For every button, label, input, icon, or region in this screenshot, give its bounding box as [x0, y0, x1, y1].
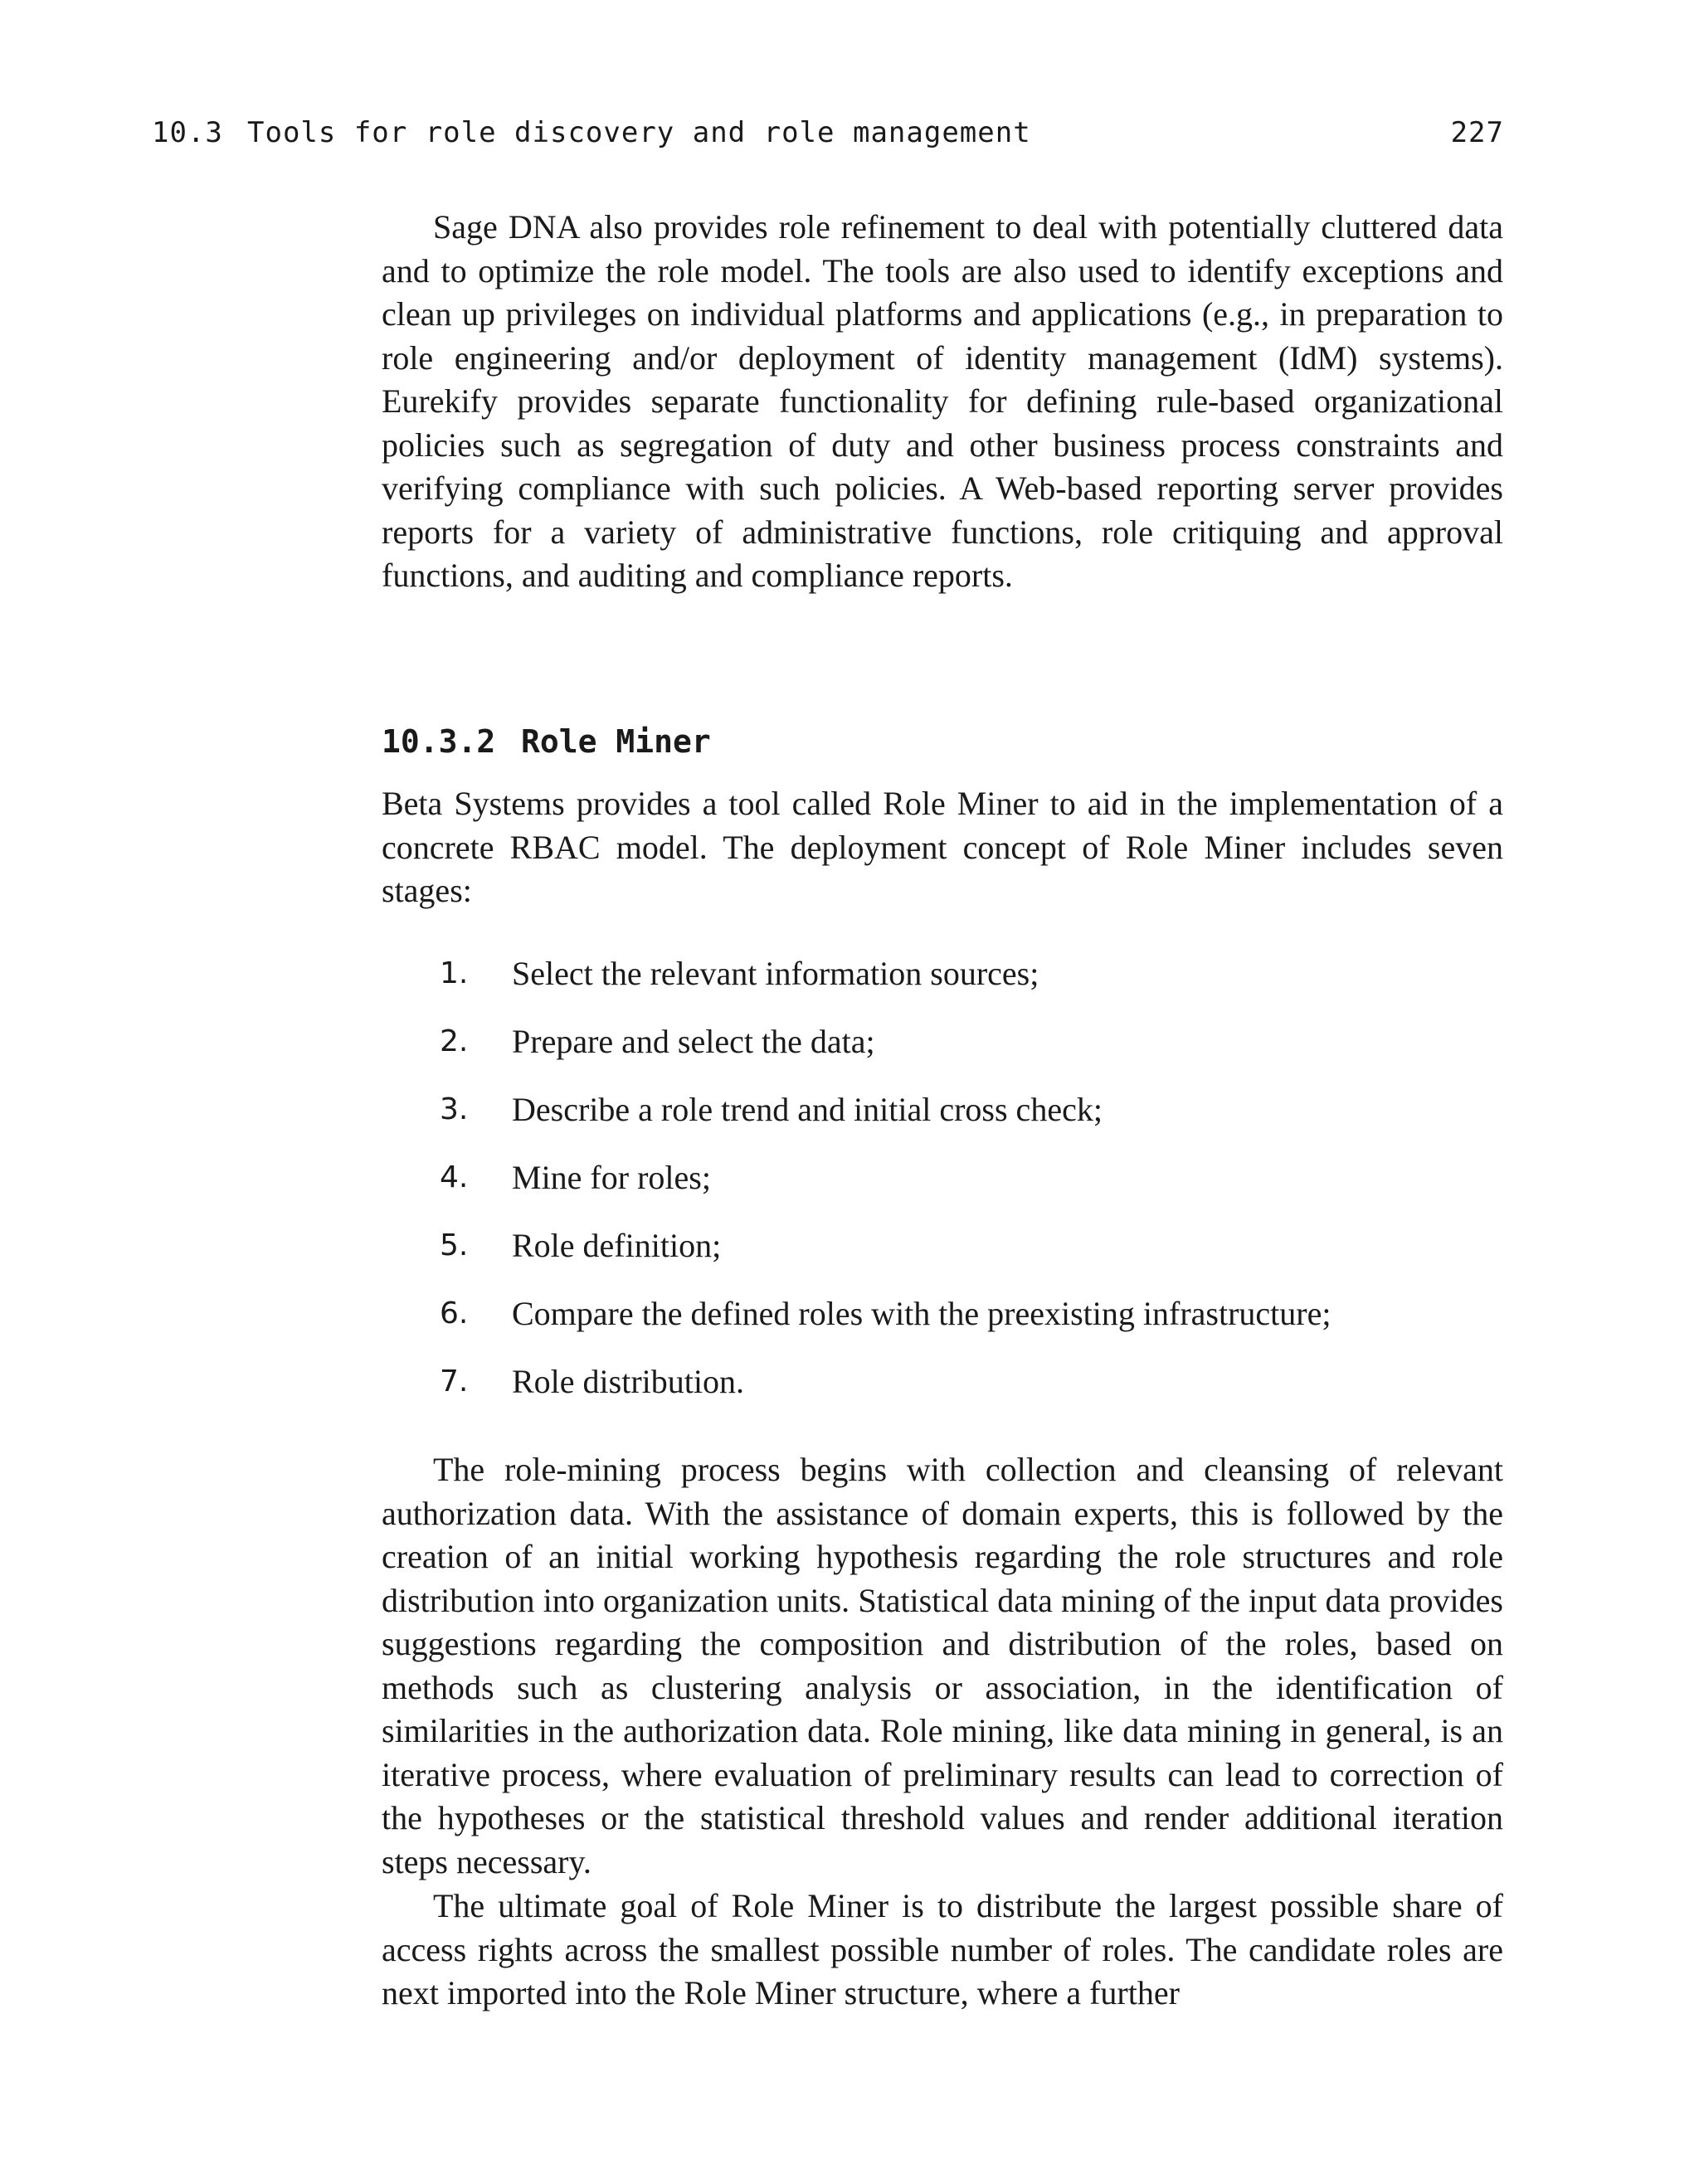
header-section-title: Tools for role discovery and role management [247, 116, 1031, 149]
subsection-title: Role Miner [521, 723, 711, 760]
list-item-text: Role distribution. [512, 1363, 744, 1400]
list-item-text: Role definition; [512, 1227, 722, 1264]
list-item-text: Prepare and select the data; [512, 1023, 875, 1060]
paragraph-role-miner-intro: Beta Systems provides a tool called Role Miner to aid in the implementation of a concrete RBAC model. The deployment concept of Role Miner includes seven stages: [382, 785, 1503, 909]
list-item-text: Compare the defined roles with the preexisting infrastructure; [512, 1295, 1331, 1332]
list-item [382, 952, 1503, 1020]
list-item-text: Describe a role trend and initial cross check; [512, 1091, 1103, 1128]
list-item-number: 2. [440, 1024, 469, 1058]
list-item-text: Select the relevant information sources; [512, 955, 1039, 992]
list-item-number: 4. [440, 1160, 469, 1194]
list-item [382, 1020, 1503, 1088]
list-item-number: 5. [440, 1228, 469, 1262]
header-section-number: 10.3 [152, 116, 223, 149]
paragraph-ultimate-goal: The ultimate goal of Role Miner is to distribute the largest possible share of access rights across the smallest possible number of roles. The candidate roles are next imported into the Role Miner structure, where a further [382, 1887, 1503, 2011]
subsection-heading [382, 723, 711, 760]
paragraph-role-mining-process: The role-mining process begins with collection and cleansing of relevant authorization data. With the assistance of domain experts, this is followed by the creation of an initial working hypothesis regarding the role structures and role distribution into organization units. Statistical data mining of the input data provides suggestions regarding the composition and distribution of the roles, based on methods such as clustering analysis or association, in the identification of similarities in the authorization data. Role mining, like data mining in general, is an iterative process, where evaluation of preliminary results can lead to correction of the hypotheses or the statistical threshold values and render additional iteration steps necessary. [382, 1451, 1503, 1880]
list-item [382, 1156, 1503, 1224]
list-item [382, 1088, 1503, 1156]
list-item-number: 3. [440, 1092, 469, 1126]
subsection-number: 10.3.2 [382, 723, 496, 760]
list-item [382, 1360, 1503, 1428]
running-header [152, 116, 1504, 156]
list-item-number: 1. [440, 956, 469, 990]
paragraph-sage-dna: Sage DNA also provides role refinement to deal with potentially cluttered data and to optimize the role model. The tools are also used to identify exceptions and clean up privileges on individual platforms and applications (e.g., in preparation to role engineering and/or deployment of identity management (IdM) systems). Eurekify provides separate functionality for defining rule-based organizational policies such as segregation of duty and other business process constraints and verifying compliance with such policies. A Web-based reporting server provides reports for a variety of administrative functions, role critiquing and approval functions, and auditing and compliance reports. [382, 208, 1503, 594]
list-item-text: Mine for roles; [512, 1159, 711, 1196]
list-item [382, 1292, 1503, 1360]
list-item-number: 7. [440, 1364, 469, 1398]
list-item-number: 6. [440, 1296, 469, 1330]
list-item [382, 1224, 1503, 1292]
stages-list [382, 952, 1503, 1428]
page-number: 227 [1450, 116, 1504, 149]
